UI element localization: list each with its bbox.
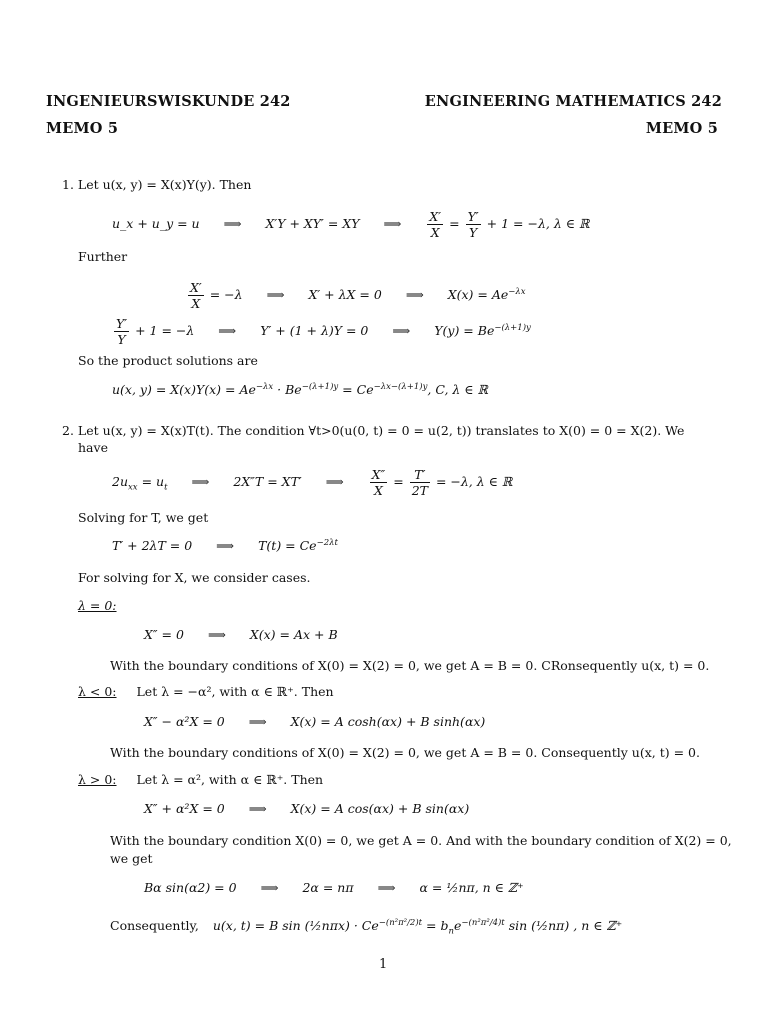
q1-eq1: u_x + u_y = u ⟹ X′Y + XY′ = XY ⟹ $\frac{X'}{X}$ = $\frac{Y'}{Y}$ + 1 = −λ, λ ∈ ℝ	[112, 208, 590, 240]
page-number: 1	[379, 957, 388, 972]
fraction-t: $\frac{T'}{2T}$	[411, 466, 428, 498]
fraction-y: $\frac{Y'}{Y}$	[467, 208, 479, 240]
q1-eq3-b: Y′ + (1 + λ)Y = 0	[260, 323, 369, 339]
implies-arrow: ⟹	[223, 216, 242, 231]
case-negative-text: With the boundary conditions of X(0) = X(2) = 0, we get A = B = 0. Consequently u(x, t) = 0.	[110, 745, 700, 760]
case-positive-line	[78, 772, 323, 787]
q1-eq2-exp: −λx	[508, 287, 526, 297]
q1-product-intro: So the product solutions are	[78, 353, 258, 368]
sin-eq: Bα sin(α2) = 0 ⟹ 2α = nπ ⟹ α = ½nπ, n ∈ ℤ⁺	[144, 880, 524, 895]
implies-arrow: ⟹	[377, 880, 396, 895]
q1-eq1-left: u_x + u_y = u	[112, 216, 200, 231]
q1-further: Further	[78, 249, 128, 264]
case-positive-intro: Let λ = α², with α ∈ ℝ⁺. Then	[136, 772, 324, 787]
implies-arrow: ⟹	[405, 287, 424, 303]
q1-eq3-c: Y(y) = Be	[434, 323, 495, 339]
consequently-eq: Consequently, u(x, t) = B sin (½nπx) · $Ce^{-(n^2\pi^2/2)t} = b_ne^{-(n^2\pi^2/4)t}$ sin (½nπ) , n ∈ ℤ⁺	[110, 918, 623, 937]
q2-solving-x: For solving for X, we consider cases.	[78, 570, 311, 585]
q1-eq3-exp: −(λ+1)y	[494, 323, 531, 333]
case-positive-label: λ > 0:	[78, 772, 117, 787]
q1-eq2-c: X(x) = Ae	[447, 287, 509, 303]
q2-intro-line1: 2. Let u(x, y) = X(x)T(t). The condition ∀t>0(u(0, t) = 0 = u(2, t)) translates to X(0) = 0 = X(2). We	[62, 423, 685, 438]
q1-eq1-right: + 1 = −λ, λ ∈ ℝ	[486, 216, 590, 231]
q1-eq3-mid: + 1 = −λ	[135, 323, 195, 339]
fraction-x: $\frac{X'}{X}$	[190, 280, 202, 312]
case-positive-text1: With the boundary condition X(0) = 0, we get A = 0. And with the boundary condition of X(2) = 0,	[110, 833, 732, 848]
q2-eq1-right: = −λ, λ ∈ ℝ	[435, 474, 513, 489]
header-right-memo: MEMO 5	[645, 120, 718, 137]
implies-arrow: ⟹	[207, 627, 226, 642]
q1-eq2-mid: = −λ	[209, 287, 243, 303]
implies-arrow: ⟹	[383, 216, 402, 231]
implies-arrow: ⟹	[248, 801, 267, 816]
q2-intro-line2: have	[78, 440, 108, 455]
fraction-y: $\frac{Y'}{Y}$	[116, 316, 128, 348]
q2-eq1: $2u_{xx} = u_t$ ⟹ 2X″T = XT′ ⟹ $\frac{X''}{X}$ = $\frac{T'}{2T}$ = −λ, λ ∈ ℝ	[112, 466, 513, 498]
q1-eq3	[112, 310, 531, 346]
q1-eq2-b: X′ + λX = 0	[308, 287, 382, 303]
case-positive-eq: X″ + α²X = 0 ⟹ X(x) = A cos(αx) + B sin(αx)	[144, 801, 470, 816]
q1-product-eq: u(x, $y) = X(x)Y(x) = Ae^{-\lambda x} \cdot Be^{-(\lambda+1)y} = Ce^{-\lambda x-(\lambda+1)y}$, C, λ ∈ ℝ	[112, 382, 488, 398]
fraction-x-second: $\frac{X''}{X}$	[371, 466, 386, 498]
case-negative-intro: Let λ = −α², with α ∈ ℝ⁺. Then	[136, 684, 334, 699]
case-zero-label: λ = 0:	[78, 598, 117, 613]
case-positive-text2: we get	[110, 851, 153, 866]
implies-arrow: ⟹	[325, 474, 344, 489]
implies-arrow: ⟹	[392, 323, 411, 339]
header-left-title: INGENIEURSWISKUNDE 242	[46, 93, 291, 110]
consequently-label: Consequently,	[110, 918, 199, 934]
header-right-title: ENGINEERING MATHEMATICS 242	[424, 93, 722, 110]
implies-arrow: ⟹	[191, 474, 210, 489]
q2-t-eq: T′ + 2λT = 0 ⟹ $T(t) = Ce^{-2\lambda t}$	[112, 538, 338, 554]
implies-arrow: ⟹	[248, 714, 267, 729]
q2-solving-t: Solving for T, we get	[78, 510, 209, 525]
case-zero-text: With the boundary conditions of X(0) = X(2) = 0, we get A = B = 0. CRonsequently u(x, t) = 0.	[110, 658, 710, 673]
q2-eq1-mid: 2X″T = XT′	[233, 474, 302, 489]
case-negative-label: λ < 0:	[78, 684, 117, 699]
implies-arrow: ⟹	[266, 287, 285, 303]
header-left-memo: MEMO 5	[46, 120, 119, 137]
q1-eq2	[186, 274, 526, 310]
q1-intro: 1. Let u(x, y) = X(x)Y(y). Then	[62, 177, 252, 192]
case-negative-line	[78, 684, 334, 699]
implies-arrow: ⟹	[218, 323, 237, 339]
case-negative-eq: X″ − α²X = 0 ⟹ X(x) = A cosh(αx) + B sinh(αx)	[144, 714, 486, 729]
implies-arrow: ⟹	[260, 880, 279, 895]
implies-arrow: ⟹	[216, 538, 235, 554]
q1-eq1-mid: X′Y + XY′ = XY	[265, 216, 360, 231]
case-zero-eq: X″ = 0 ⟹ X(x) = Ax + B	[144, 627, 338, 642]
fraction-x: $\frac{X'}{X}$	[429, 208, 442, 240]
